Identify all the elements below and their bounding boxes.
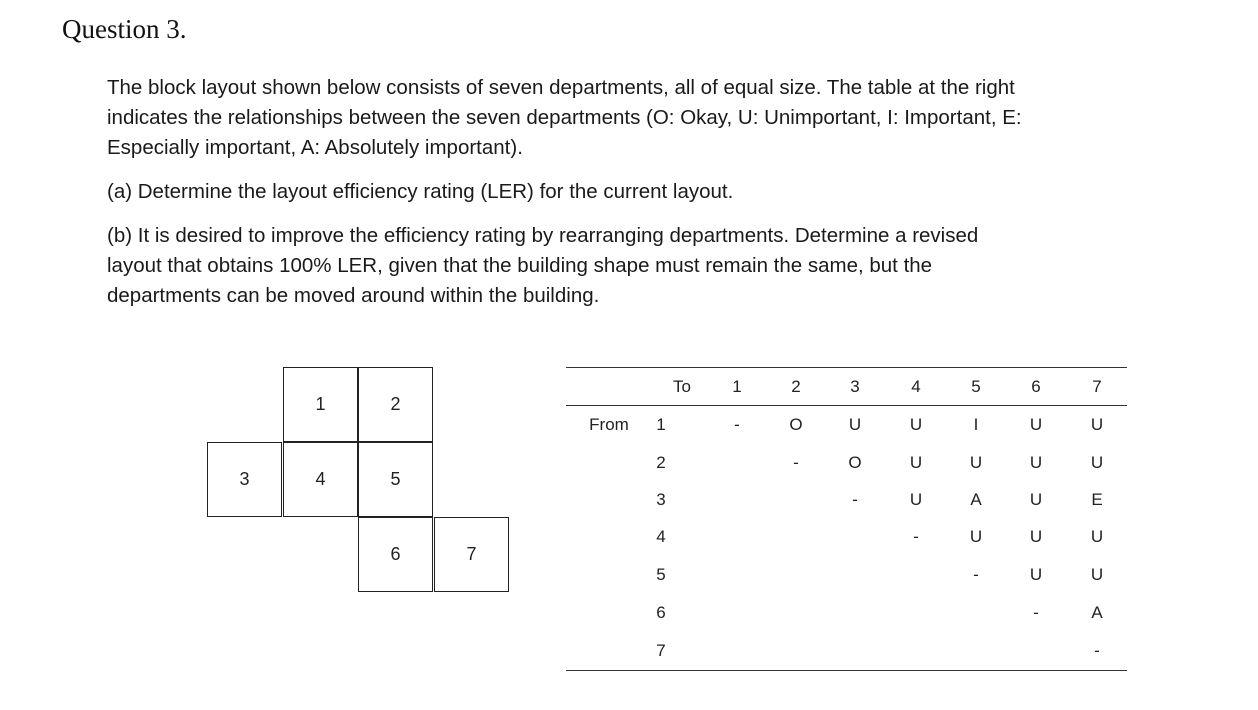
column-header: 4: [911, 377, 921, 396]
column-header: 6: [1031, 377, 1041, 396]
row-label: 7: [656, 641, 666, 660]
department-cell: 6: [358, 517, 433, 592]
department-cell: 7: [434, 517, 509, 592]
table-cell: O: [848, 453, 862, 472]
column-header: 3: [850, 377, 860, 396]
department-cell: 4: [283, 442, 358, 517]
table-cell: A: [1091, 603, 1103, 622]
table-cell: -: [852, 490, 858, 509]
part-a-text: [107, 177, 1147, 207]
part-b-paragraph: [107, 221, 1147, 311]
department-cell: 2: [358, 367, 433, 442]
row-label: 5: [656, 565, 666, 584]
table-cell: -: [913, 527, 919, 546]
part-b-line: layout that obtains 100% LER, given that the building shape must remain the same, but the: [107, 254, 933, 277]
row-label: 3: [656, 490, 666, 509]
table-cell: U: [909, 453, 923, 472]
table-cell: O: [789, 415, 803, 434]
table-cell: U: [1029, 415, 1043, 434]
part-b-line: departments can be moved around within the building.: [107, 284, 600, 307]
table-cell: E: [1091, 490, 1103, 509]
intro-line: indicates the relationships between the seven departments (O: Okay, U: Unimportant, I: Important, E:: [107, 106, 1022, 129]
table-cell: -: [1033, 603, 1039, 622]
table-cell: -: [793, 453, 799, 472]
table-cell: U: [1090, 565, 1104, 584]
part-a-line: (a) Determine the layout efficiency rating (LER) for the current layout.: [107, 180, 734, 203]
table-cell: U: [909, 490, 923, 509]
table-bottom-rule: [566, 670, 1127, 671]
to-label: To: [673, 377, 691, 396]
row-label: 6: [656, 603, 666, 622]
table-cell: U: [1029, 453, 1043, 472]
column-header: 5: [971, 377, 981, 396]
table-cell: A: [970, 490, 982, 509]
intro-line: The block layout shown below consists of seven departments, all of equal size. The table at the right: [107, 76, 1015, 99]
from-label: From: [589, 415, 629, 434]
table-header-rule: [566, 405, 1127, 406]
row-label: 4: [656, 527, 666, 546]
table-cell: -: [1094, 641, 1100, 660]
row-label: 2: [656, 453, 666, 472]
intro-line: Especially important, A: Absolutely important).: [107, 136, 523, 159]
part-b-line: (b) It is desired to improve the efficiency rating by rearranging departments. Determine a revised: [107, 224, 979, 247]
row-label: 1: [656, 415, 666, 434]
column-header: 7: [1092, 377, 1102, 396]
table-cell: U: [1090, 415, 1104, 434]
table-cell: U: [1029, 490, 1043, 509]
table-cell: I: [973, 415, 979, 434]
department-cell: 5: [358, 442, 433, 517]
department-cell: 1: [283, 367, 358, 442]
table-cell: U: [969, 453, 983, 472]
table-top-rule: [566, 367, 1127, 368]
table-cell: U: [1090, 453, 1104, 472]
table-cell: U: [1029, 565, 1043, 584]
table-cell: U: [1029, 527, 1043, 546]
intro-paragraph: [107, 73, 1147, 163]
table-cell: -: [734, 415, 740, 434]
table-cell: U: [1090, 527, 1104, 546]
column-header: 2: [791, 377, 801, 396]
department-cell: 3: [207, 442, 282, 517]
table-cell: -: [973, 565, 979, 584]
table-cell: U: [909, 415, 923, 434]
question-title: Question 3.: [62, 14, 187, 44]
table-cell: U: [848, 415, 862, 434]
table-cell: U: [969, 527, 983, 546]
column-header: 1: [732, 377, 742, 396]
